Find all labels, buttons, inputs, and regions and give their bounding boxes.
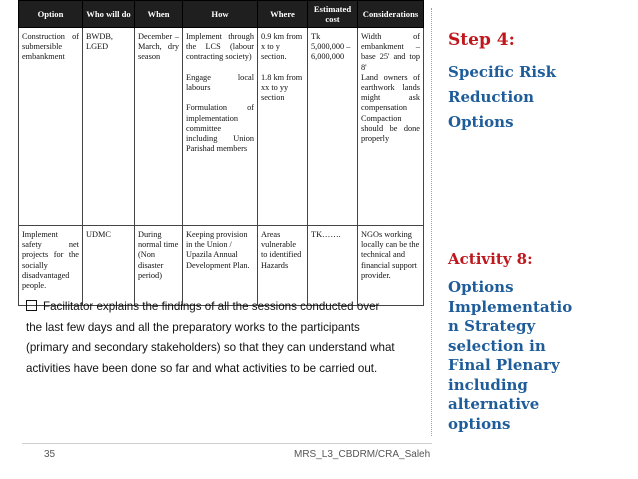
header-when: When bbox=[135, 1, 183, 28]
header-considerations: Considerations bbox=[358, 1, 424, 28]
step-subtitle-line: Options bbox=[448, 113, 514, 131]
footer-divider bbox=[22, 443, 432, 444]
activity-title: Activity 8: bbox=[448, 250, 533, 268]
facilitator-note bbox=[26, 297, 398, 380]
table-cell: Construction of submersible embankment bbox=[19, 28, 83, 226]
header-option: Option bbox=[19, 1, 83, 28]
activity-subtitle-line: options bbox=[448, 414, 511, 433]
table-cell: Implement through the LCS (labour contracting society) Engage local labours Formulation of implementation committee including Union Parishad members bbox=[183, 28, 258, 226]
activity-subtitle-line: Options bbox=[448, 278, 514, 296]
activity-subtitle-line: n Strategy bbox=[448, 317, 536, 335]
table-header-row bbox=[19, 1, 424, 28]
table-cell: During normal time (Non disaster period) bbox=[135, 226, 183, 306]
table-cell: UDMC bbox=[83, 226, 135, 306]
step-subtitle bbox=[448, 60, 628, 135]
activity-subtitle bbox=[448, 278, 628, 434]
options-table bbox=[18, 0, 424, 306]
table-cell: TK……. bbox=[308, 226, 358, 306]
header-how: How bbox=[183, 1, 258, 28]
vertical-divider bbox=[431, 8, 432, 436]
header-who: Who will do bbox=[83, 1, 135, 28]
table-cell: BWDB, LGED bbox=[83, 28, 135, 226]
table-cell: Tk 5,000,000 – 6,000,000 bbox=[308, 28, 358, 226]
activity-subtitle-line: including bbox=[448, 375, 528, 394]
table-cell: Width of embankment – base 25' and top 8' Land owners of earthwork lands might ask compensation Compaction should be done properly bbox=[358, 28, 424, 226]
page-number: 35 bbox=[44, 449, 56, 460]
options-table-image bbox=[18, 0, 423, 291]
footer-text: MRS_L3_CBDRM/CRA_Saleh bbox=[294, 449, 431, 460]
table-cell: Areas vulnerable to identified Hazards bbox=[258, 226, 308, 306]
table-row bbox=[19, 28, 424, 226]
step-title: Step 4: bbox=[448, 30, 515, 50]
table-cell: NGOs working locally can be the technical and financial support provider. bbox=[358, 226, 424, 306]
activity-subtitle-line: alternative bbox=[448, 395, 540, 413]
table-cell: Keeping provision in the Union / Upazila Annual Development Plan. bbox=[183, 226, 258, 306]
header-where: Where bbox=[258, 1, 308, 28]
header-cost: Estimated cost bbox=[308, 1, 358, 28]
facilitator-text: Facilitator explains the findings of all the sessions conducted over the last few days and all the preparatory works to the participants (primary and secondary stakeholders) so that they can understand what activities have been done so far and what activities to be carried out. bbox=[26, 300, 395, 376]
activity-subtitle-line: selection in bbox=[448, 336, 546, 355]
activity-subtitle-line: Implementatio bbox=[448, 297, 573, 316]
table-cell: Implement safety net projects for the socially disadvantaged people. bbox=[19, 226, 83, 306]
activity-subtitle-line: Final Plenary bbox=[448, 356, 560, 374]
table-row bbox=[19, 226, 424, 306]
checkbox-square-icon bbox=[26, 300, 37, 311]
table-cell: 0.9 km from x to y section. 1.8 km from xx to yy section bbox=[258, 28, 308, 226]
table-cell: December – March, dry season bbox=[135, 28, 183, 226]
step-subtitle-line: Reduction bbox=[448, 88, 535, 106]
step-subtitle-line: Specific Risk bbox=[448, 63, 556, 81]
